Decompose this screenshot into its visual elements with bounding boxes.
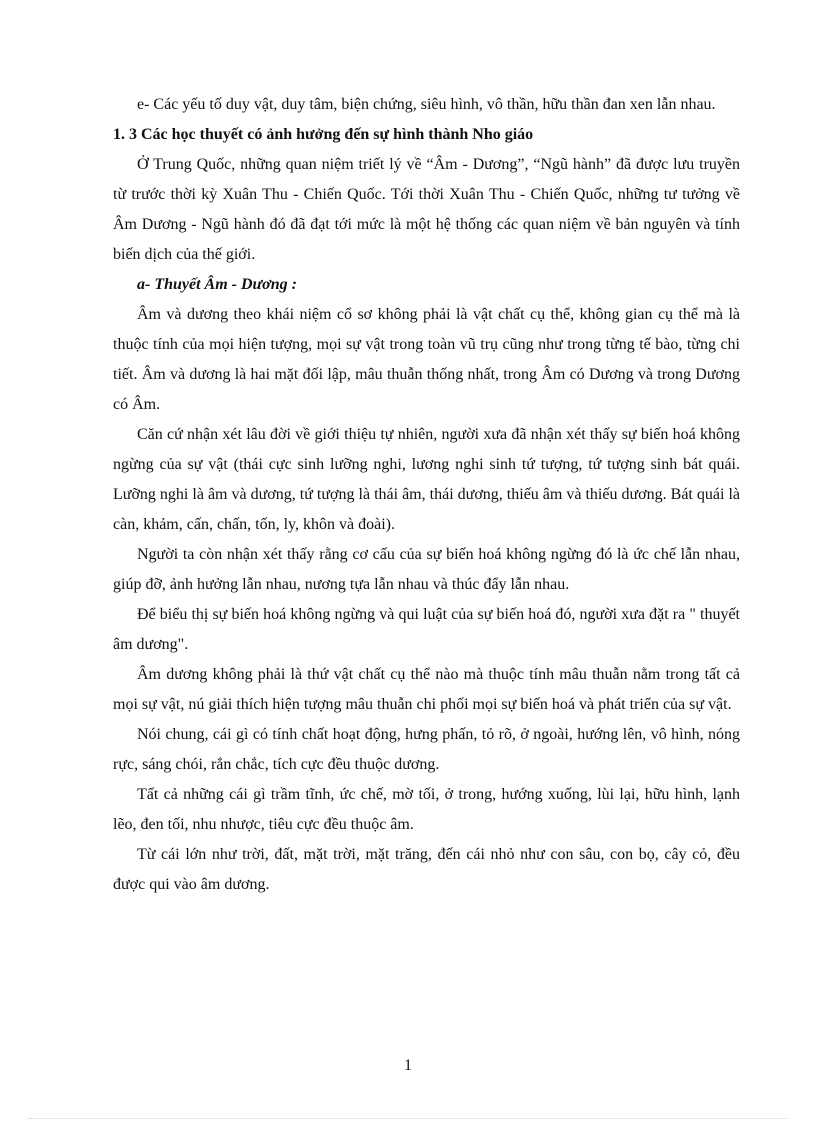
paragraph-e: e- Các yếu tố duy vật, duy tâm, biện chứng, siêu hình, vô thần, hữu thần đan xen lẫn nhau.	[137, 96, 716, 113]
document-body	[113, 90, 740, 900]
paragraph-intro: Ở Trung Quốc, những quan niệm triết lý về “Âm - Dương”, “Ngũ hành” đã được lưu truyền từ trước thời kỳ Xuân Thu - Chiến Quốc. Tới thời Xuân Thu - Chiến Quốc, những tư tưởng về Âm Dương - Ngũ hành đó đã đạt tới mức là một hệ thống các quan niệm về bản nguyên và tính biến dịch của thế giới.	[113, 156, 740, 263]
paragraph: Âm và dương theo khái niệm cổ sơ không phải là vật chất cụ thể, không gian cụ thể mà là thuộc tính của mọi hiện tượng, mọi sự vật trong toàn vũ trụ cũng như trong từng tế bào, từng chi tiết. Âm và dương là hai mặt đối lập, mâu thuẫn thống nhất, trong Âm có Dương và trong Dương có Âm.	[113, 306, 740, 413]
paragraph: Nói chung, cái gì có tính chất hoạt động, hưng phấn, tỏ rõ, ở ngoài, hướng lên, vô hình, nóng rực, sáng chói, rắn chắc, tích cực đều thuộc dương.	[113, 726, 740, 773]
paragraph: Tất cả những cái gì trầm tĩnh, ức chế, mờ tối, ở trong, hướng xuống, lùi lại, hữu hình, lạnh lẽo, đen tối, nhu nhược, tiêu cực đều thuộc âm.	[113, 786, 740, 833]
section-heading: 1. 3 Các học thuyết có ảnh hưởng đến sự hình thành Nho giáo	[113, 126, 534, 143]
page-number: 1	[404, 1057, 412, 1074]
paragraph: Căn cứ nhận xét lâu đời về giới thiệu tự nhiên, người xưa đã nhận xét thấy sự biến hoá không ngừng của sự vật (thái cực sinh lưỡng nghi, lương nghi sinh tứ tượng, tứ tượng sinh bát quái. Lưỡng nghi là âm và dương, tứ tượng là thái âm, thái dương, thiếu âm và thiếu dương. Bát quái là càn, khảm, cấn, chấn, tốn, ly, khôn và đoài).	[113, 426, 740, 533]
paragraph: Người ta còn nhận xét thấy rằng cơ cấu của sự biến hoá không ngừng đó là ức chế lẫn nhau, giúp đỡ, ảnh hưởng lẫn nhau, nương tựa lẫn nhau và thúc đẩy lẫn nhau.	[113, 546, 740, 593]
page-divider	[28, 1118, 788, 1119]
subsection-heading: a- Thuyết Âm - Dương :	[137, 276, 297, 293]
paragraph: Để biểu thị sự biến hoá không ngừng và qui luật của sự biến hoá đó, người xưa đặt ra " thuyết âm dương".	[113, 606, 740, 653]
paragraph: Từ cái lớn như trời, đất, mặt trời, mặt trăng, đến cái nhỏ như con sâu, con bọ, cây cỏ, đều được qui vào âm dương.	[113, 846, 740, 893]
paragraph: Âm dương không phải là thứ vật chất cụ thể nào mà thuộc tính mâu thuẫn nằm trong tất cả mọi sự vật, nú giải thích hiện tượng mâu thuẫn chi phối mọi sự biến hoá và phát triển của sự vật.	[113, 666, 740, 713]
